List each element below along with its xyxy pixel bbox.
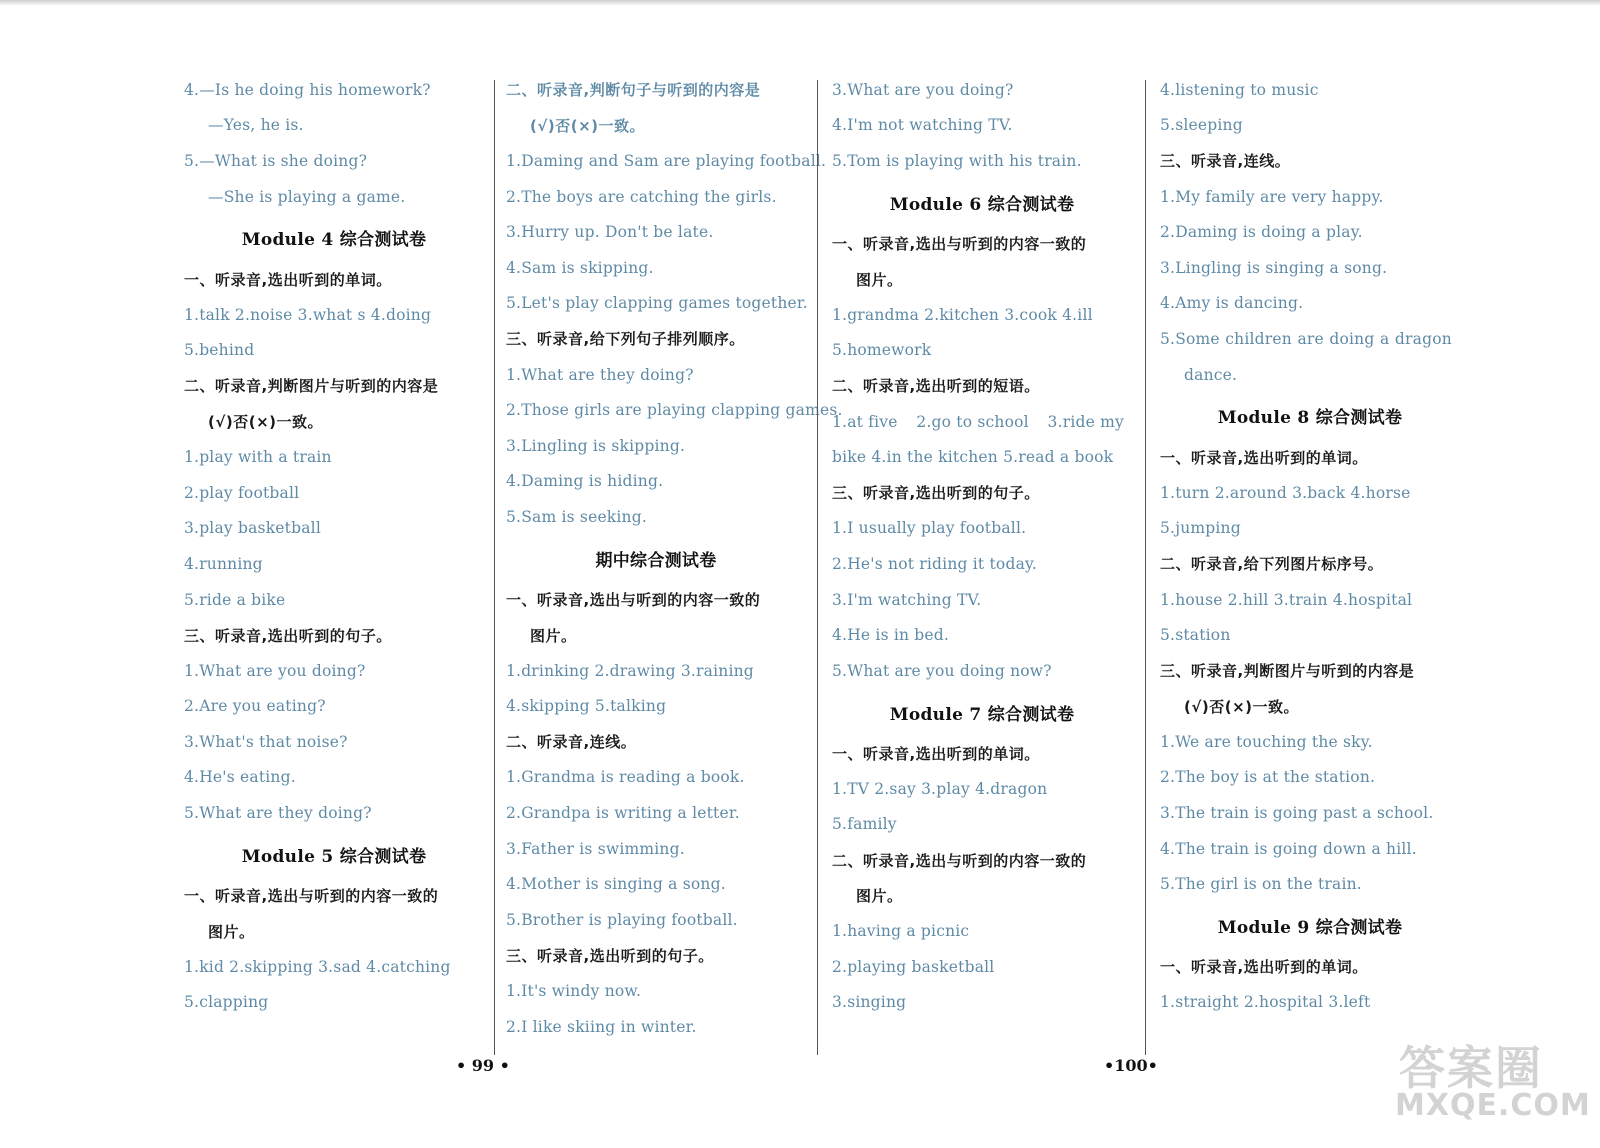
question-instruction: 三、听录音,判断图片与听到的内容是 <box>1160 662 1415 681</box>
answer-line: 2.Are you eating? <box>184 697 326 716</box>
answer-line: 5.sleeping <box>1160 116 1243 135</box>
answer-line: 4.The train is going down a hill. <box>1160 839 1417 858</box>
answer-word: 2.go to school <box>916 412 1029 431</box>
answer-line: 4.—Is he doing his homework? <box>184 80 431 99</box>
answer-line: 1.We are touching the sky. <box>1160 732 1373 751</box>
question-instruction: 三、听录音,选出听到的句子。 <box>832 484 1040 503</box>
page-edge <box>0 0 1600 6</box>
section-title: 期中综合测试卷 <box>595 550 717 571</box>
question-instruction: 图片。 <box>208 922 255 941</box>
answer-word: children <box>1225 329 1292 348</box>
answer-line: 5.station <box>1160 626 1231 645</box>
answer-line: 3.Father is swimming. <box>506 839 685 858</box>
answer-line: 2.He's not riding it today. <box>832 554 1038 573</box>
column-4 <box>1160 72 1460 1062</box>
answer-line: 2.The boys are catching the girls. <box>506 187 777 206</box>
page-number-right: •100• <box>1104 1056 1158 1075</box>
answer-line <box>1160 321 1460 357</box>
question-instruction: 图片。 <box>856 270 903 289</box>
answer-line: 4.listening to music <box>1160 80 1319 99</box>
answer-line: 5.Sam is seeking. <box>506 507 647 526</box>
answer-line: 1.grandma 2.kitchen 3.cook 4.ill <box>832 305 1093 324</box>
answer-word: dragon <box>1394 329 1452 348</box>
answer-line: 1.TV 2.say 3.play 4.dragon <box>832 779 1048 798</box>
answer-line: 3.What are you doing? <box>832 80 1014 99</box>
question-instruction: 二、听录音,连线。 <box>506 733 637 752</box>
answer-line: 1.Grandma is reading a book. <box>506 768 745 787</box>
section-title: Module 7 综合测试卷 <box>889 704 1075 725</box>
answer-line: 3.Lingling is skipping. <box>506 436 686 455</box>
answer-line: 2.I like skiing in winter. <box>506 1017 697 1036</box>
answer-line: 2.Daming is doing a play. <box>1160 223 1363 242</box>
answer-word: 1.at five <box>832 412 898 431</box>
answer-word: a <box>1379 329 1390 348</box>
answer-line: 1.house 2.hill 3.train 4.hospital <box>1160 590 1413 609</box>
answer-line: 5.clapping <box>184 993 269 1012</box>
section-title: Module 4 综合测试卷 <box>241 230 427 251</box>
answer-line: 1.straight 2.hospital 3.left <box>1160 993 1371 1012</box>
answer-line: 5.family <box>832 815 897 834</box>
question-instruction: 一、听录音,选出听到的单词。 <box>1160 958 1368 977</box>
answer-line: —She is playing a game. <box>208 187 406 206</box>
answer-line: 3.Hurry up. Don't be late. <box>506 223 714 242</box>
answer-line: 1.What are you doing? <box>184 661 366 680</box>
column-divider <box>494 80 495 1055</box>
question-instruction: 图片。 <box>856 887 903 906</box>
answer-line: 4.I'm not watching TV. <box>832 116 1013 135</box>
answer-line: 1.I usually play football. <box>832 519 1027 538</box>
watermark-url: MXQE.COM <box>1395 1088 1591 1123</box>
answer-line: 5.jumping <box>1160 519 1241 538</box>
answer-line: 3.I'm watching TV. <box>832 590 982 609</box>
question-instruction: 三、听录音,选出听到的句子。 <box>506 946 714 965</box>
answer-line: 1.kid 2.skipping 3.sad 4.catching <box>184 957 451 976</box>
column-divider <box>817 80 818 1055</box>
answer-line: 3.Lingling is singing a song. <box>1160 258 1388 277</box>
answer-line: 1.What are they doing? <box>506 365 694 384</box>
answer-line: 5.The girl is on the train. <box>1160 875 1362 894</box>
watermark-logo-text: 答案圈 <box>1399 1041 1543 1095</box>
question-instruction: 三、听录音,连线。 <box>1160 152 1291 171</box>
question-instruction: 二、听录音,选出听到的短语。 <box>832 377 1040 396</box>
page-number-left: • 99 • <box>456 1056 510 1075</box>
answer-line: 2.playing basketball <box>832 957 995 976</box>
answer-line: 4.Daming is hiding. <box>506 472 664 491</box>
answer-line: 4.Mother is singing a song. <box>506 875 726 894</box>
answer-line: 5.ride a bike <box>184 590 286 609</box>
answer-line: 5.What are they doing? <box>184 804 372 823</box>
column-3 <box>832 72 1132 1062</box>
question-instruction: (√)否(×)一致。 <box>1184 697 1299 716</box>
answer-line: 3.play basketball <box>184 519 321 538</box>
question-instruction: 图片。 <box>530 626 577 645</box>
watermark-logo <box>1395 1032 1595 1142</box>
answer-line: bike 4.in the kitchen 5.read a book <box>832 448 1114 467</box>
answer-line: 3.The train is going past a school. <box>1160 804 1434 823</box>
answer-line: 5.Tom is playing with his train. <box>832 151 1082 170</box>
answer-line: 1.My family are very happy. <box>1160 187 1384 206</box>
answer-word: 3.ride my <box>1047 412 1124 431</box>
question-instruction: 二、听录音,判断句子与听到的内容是 <box>506 81 761 100</box>
answer-line: 2.The boy is at the station. <box>1160 768 1376 787</box>
answer-line: 5.What are you doing now? <box>832 661 1052 680</box>
answer-line: 5.—What is she doing? <box>184 151 368 170</box>
answer-line: 4.Sam is skipping. <box>506 258 654 277</box>
answer-line: 2.play football <box>184 483 300 502</box>
answer-line: 1.having a picnic <box>832 922 970 941</box>
section-title: Module 5 综合测试卷 <box>241 846 427 867</box>
question-instruction: (√)否(×)一致。 <box>530 116 645 135</box>
answer-line: dance. <box>1184 365 1238 384</box>
answer-line: 5.homework <box>832 341 932 360</box>
column-2 <box>506 72 843 1062</box>
answer-line: 1.play with a train <box>184 448 332 467</box>
answer-line: 1.drinking 2.drawing 3.raining <box>506 661 754 680</box>
answer-line: 3.What's that noise? <box>184 732 348 751</box>
answer-line: 2.Those girls are playing clapping games. <box>506 401 843 420</box>
answer-line: 1.It's windy now. <box>506 982 642 1001</box>
answer-line: 5.Brother is playing football. <box>506 910 738 929</box>
column-1 <box>184 72 484 1062</box>
question-instruction: 一、听录音,选出与听到的内容一致的 <box>832 235 1087 254</box>
question-instruction: 一、听录音,选出听到的单词。 <box>832 744 1040 763</box>
answer-line: 2.Grandpa is writing a letter. <box>506 804 740 823</box>
answer-line: 5.Let's play clapping games together. <box>506 294 808 313</box>
section-title: Module 6 综合测试卷 <box>889 194 1075 215</box>
question-instruction: 一、听录音,选出与听到的内容一致的 <box>184 887 439 906</box>
question-instruction: 二、听录音,判断图片与听到的内容是 <box>184 377 439 396</box>
question-instruction: 二、听录音,给下列图片标序号。 <box>1160 555 1384 574</box>
answer-line: 1.Daming and Sam are playing football. <box>506 151 827 170</box>
answer-line <box>832 404 1132 440</box>
question-instruction: (√)否(×)一致。 <box>208 413 323 432</box>
answer-word: 5.Some <box>1160 329 1220 348</box>
question-instruction: 二、听录音,选出与听到的内容一致的 <box>832 851 1087 870</box>
answer-line: 1.turn 2.around 3.back 4.horse <box>1160 483 1411 502</box>
question-instruction: 三、听录音,选出听到的句子。 <box>184 626 392 645</box>
column-divider <box>1145 80 1146 1055</box>
answer-word: are <box>1297 329 1324 348</box>
answer-line: 4.He is in bed. <box>832 626 950 645</box>
section-title: Module 8 综合测试卷 <box>1217 408 1403 429</box>
answer-line: 1.talk 2.noise 3.what s 4.doing <box>184 305 432 324</box>
answer-line: 4.skipping 5.talking <box>506 697 667 716</box>
answer-line: —Yes, he is. <box>208 116 304 135</box>
answer-line: 4.running <box>184 554 263 573</box>
answer-line: 3.singing <box>832 993 907 1012</box>
answer-line: 4.Amy is dancing. <box>1160 294 1304 313</box>
question-instruction: 三、听录音,给下列句子排列顺序。 <box>506 330 745 349</box>
question-instruction: 一、听录音,选出与听到的内容一致的 <box>506 591 761 610</box>
question-instruction: 一、听录音,选出听到的单词。 <box>1160 448 1368 467</box>
answer-line: 4.He's eating. <box>184 768 296 787</box>
answer-word: doing <box>1329 329 1375 348</box>
answer-line: 5.behind <box>184 341 255 360</box>
section-title: Module 9 综合测试卷 <box>1217 918 1403 939</box>
question-instruction: 一、听录音,选出听到的单词。 <box>184 270 392 289</box>
